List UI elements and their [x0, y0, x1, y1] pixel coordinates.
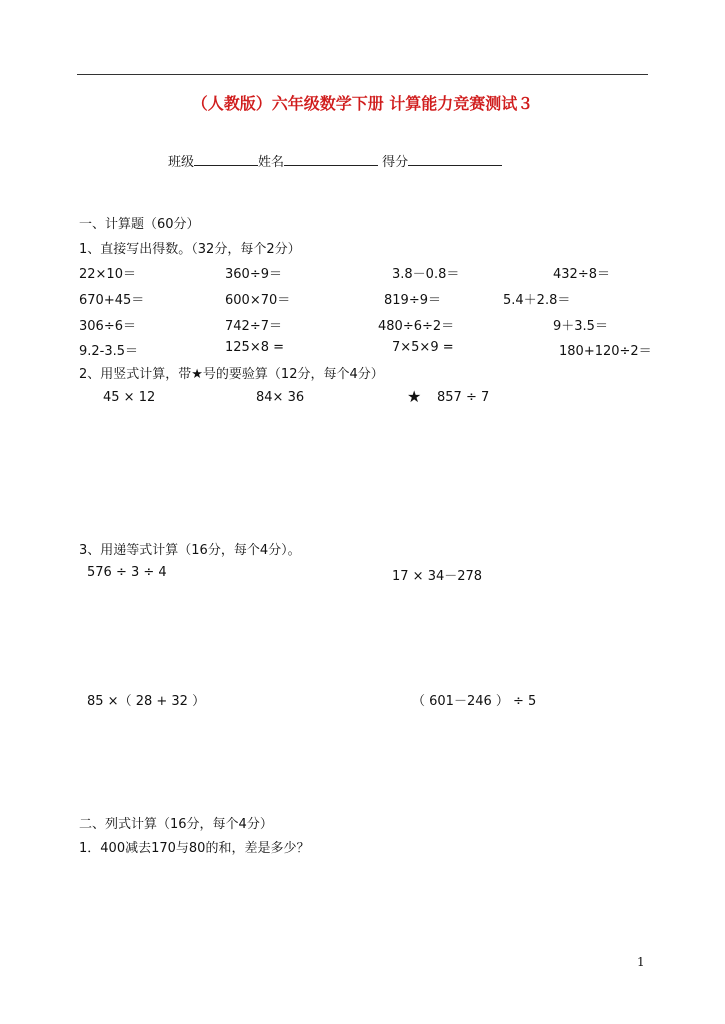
stepwise-problem: 17 × 34－278 — [392, 569, 483, 584]
class-label: 班级 — [168, 155, 195, 170]
name-blank[interactable] — [284, 151, 378, 166]
oral-problem: 22×10＝ — [79, 267, 136, 282]
oral-problem: 3.8－0.8＝ — [392, 267, 460, 282]
oral-problem: 670+45＝ — [79, 293, 145, 308]
oral-problem: 7×5×9 = — [392, 340, 454, 355]
oral-problem: 742÷7＝ — [225, 319, 282, 334]
page-title: （人教版）六年级数学下册 计算能力竞赛测试３ — [191, 94, 534, 113]
oral-problem: 600×70＝ — [225, 293, 291, 308]
student-info-line — [168, 151, 502, 170]
class-blank[interactable] — [194, 151, 258, 166]
part3-heading: 3、用递等式计算（16分，每个4分）。 — [79, 543, 301, 558]
name-label: 姓名 — [258, 155, 285, 170]
section2-heading: 二、列式计算（16分，每个4分） — [79, 817, 273, 832]
part1-heading: 1、直接写出得数。（32分，每个2分） — [79, 242, 301, 257]
page-number: 1 — [637, 955, 645, 969]
oral-problem: 432÷8＝ — [553, 267, 610, 282]
star-icon: ★ — [407, 387, 422, 406]
stepwise-problem: （ 601－246 ） ÷ 5 — [412, 694, 537, 709]
vertical-problem: 857 ÷ 7 — [437, 390, 490, 405]
score-label: 得分 — [382, 155, 409, 170]
vertical-problem: 45 × 12 — [103, 390, 156, 405]
oral-problem: 360÷9＝ — [225, 267, 282, 282]
part2-heading: 2、用竖式计算，带★号的要验算（12分，每个4分） — [79, 367, 384, 382]
oral-problem: 819÷9＝ — [384, 293, 441, 308]
header-rule — [77, 74, 648, 75]
oral-problem: 125×8 = — [225, 340, 285, 355]
oral-problem: 5.4＋2.8＝ — [503, 293, 571, 308]
section1-heading: 一、计算题（60分） — [79, 217, 200, 232]
score-blank[interactable] — [408, 151, 502, 166]
oral-problem: 306÷6＝ — [79, 319, 136, 334]
oral-problem: 9.2-3.5＝ — [79, 344, 139, 359]
oral-problem: 180+120÷2＝ — [559, 344, 652, 359]
oral-problem: 9＋3.5＝ — [553, 319, 608, 334]
stepwise-problem: 85 ×（ 28 + 32 ） — [87, 694, 206, 709]
oral-problem: 480÷6÷2＝ — [378, 319, 455, 334]
stepwise-problem: 576 ÷ 3 ÷ 4 — [87, 565, 167, 580]
vertical-problem: 84× 36 — [256, 390, 305, 405]
word-problem: 1．400减去170与80的和，差是多少？ — [79, 841, 310, 856]
